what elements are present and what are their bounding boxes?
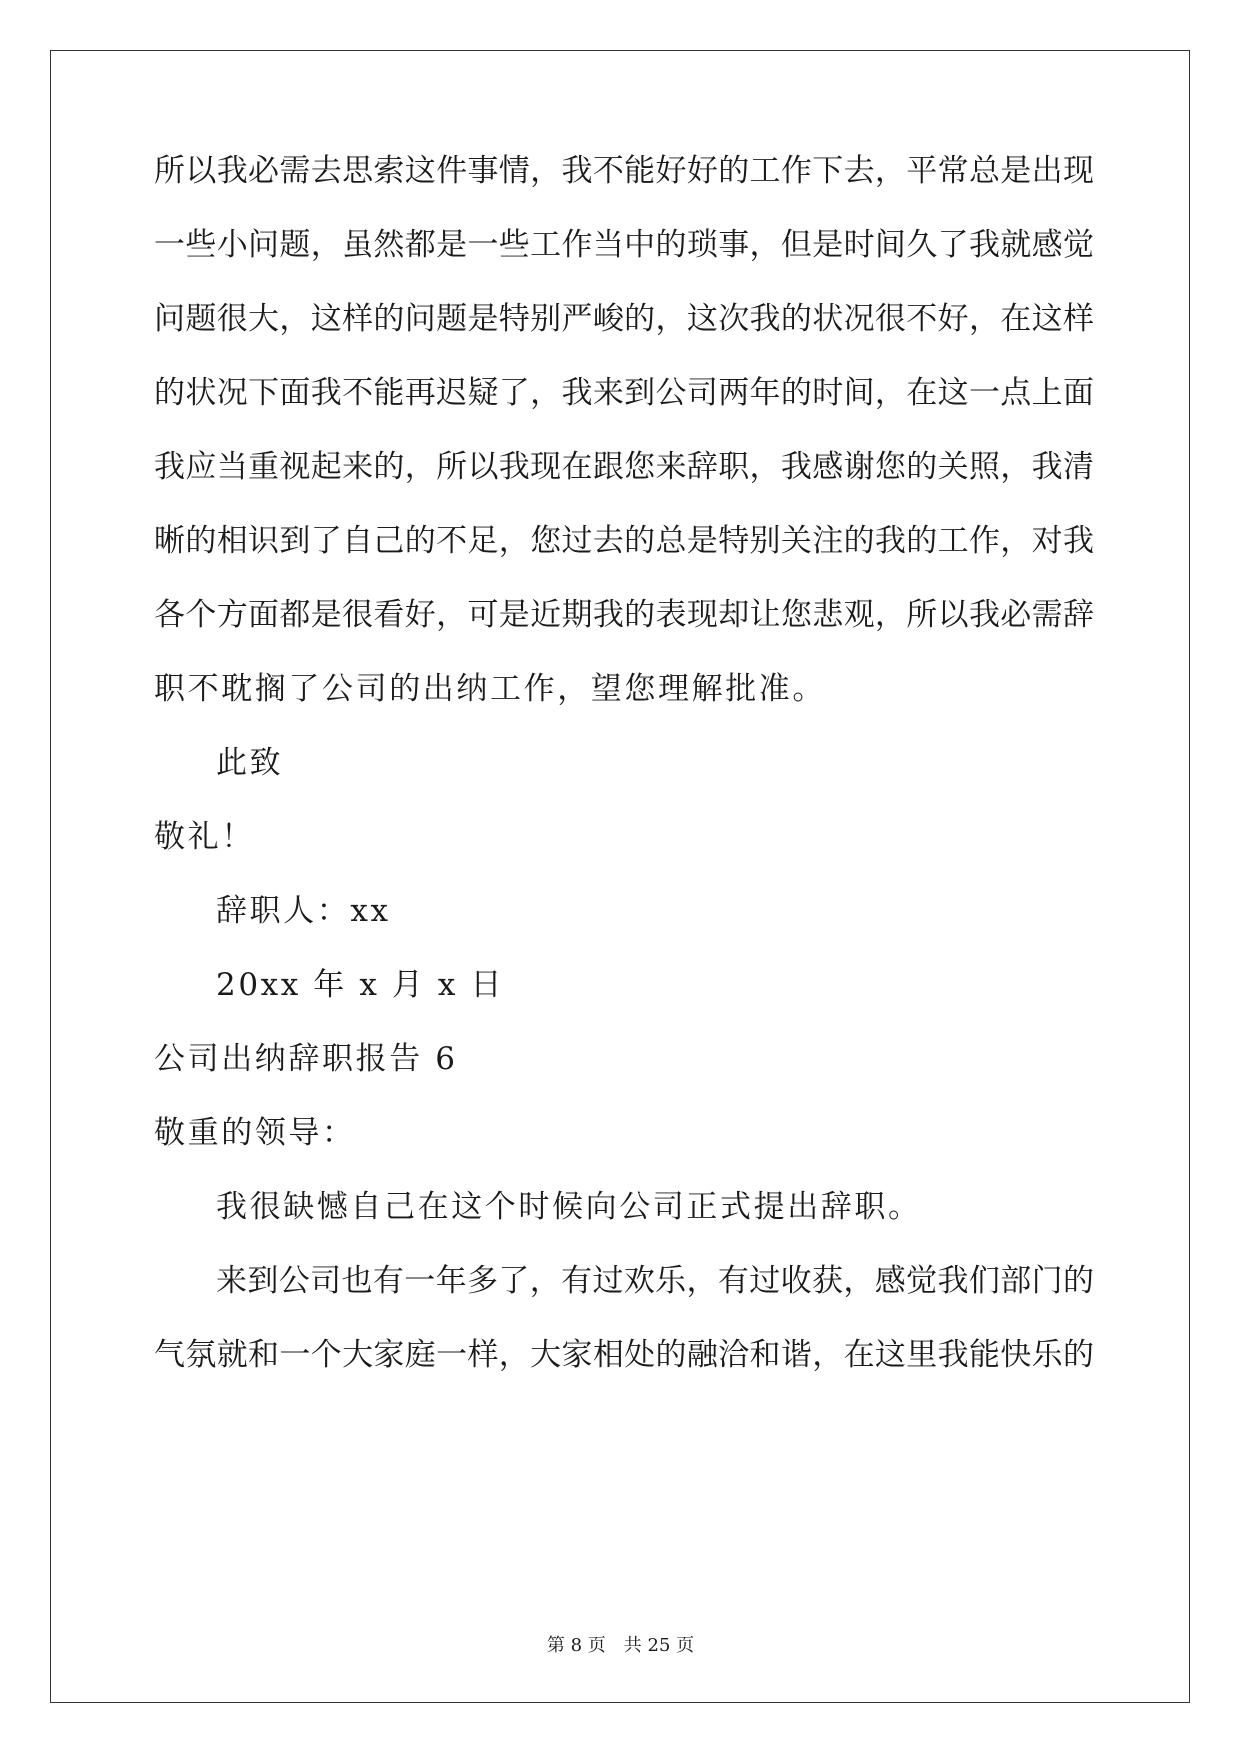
body-line-8: 职不耽搁了公司的出纳工作，望您理解批准。 <box>154 671 826 707</box>
body-line-5: 我应当重视起来的，所以我现在跟您来辞职，我感谢您的关照，我清 <box>154 449 1094 485</box>
page-frame <box>50 50 1190 1703</box>
closing-text: 此致 <box>216 745 284 781</box>
body-line-6: 晰的相识到了自己的不足，您过去的总是特别关注的我的工作，对我 <box>154 523 1094 559</box>
body-line-7: 各个方面都是很看好，可是近期我的表现却让您悲观，所以我必需辞 <box>154 597 1094 633</box>
body-line-3: 问题很大，这样的问题是特别严峻的，这次我的状况很不好，在这样 <box>154 301 1094 337</box>
paragraph-1: 我很缺憾自己在这个时候向公司正式提出辞职。 <box>216 1189 922 1225</box>
page-number-footer: 第 8 页 共 25 页 <box>546 1635 695 1656</box>
date-text: 20xx 年 x 月 x 日 <box>216 967 505 1003</box>
body-line-2: 一些小问题，虽然都是一些工作当中的琐事，但是时间久了我就感觉 <box>154 227 1094 263</box>
section-title: 公司出纳辞职报告 6 <box>154 1041 458 1077</box>
signer-text: 辞职人：xx <box>216 893 391 929</box>
paragraph-2-line-1: 来到公司也有一年多了，有过欢乐，有过收获，感觉我们部门的 <box>216 1263 1094 1299</box>
salute-text: 敬礼！ <box>154 819 255 855</box>
body-line-1: 所以我必需去思索这件事情，我不能好好的工作下去，平常总是出现 <box>154 153 1094 189</box>
body-line-4: 的状况下面我不能再迟疑了，我来到公司两年的时间，在这一点上面 <box>154 375 1094 411</box>
greeting-text: 敬重的领导： <box>154 1115 356 1151</box>
paragraph-2-line-2: 气氛就和一个大家庭一样，大家相处的融洽和谐，在这里我能快乐的 <box>154 1337 1094 1373</box>
